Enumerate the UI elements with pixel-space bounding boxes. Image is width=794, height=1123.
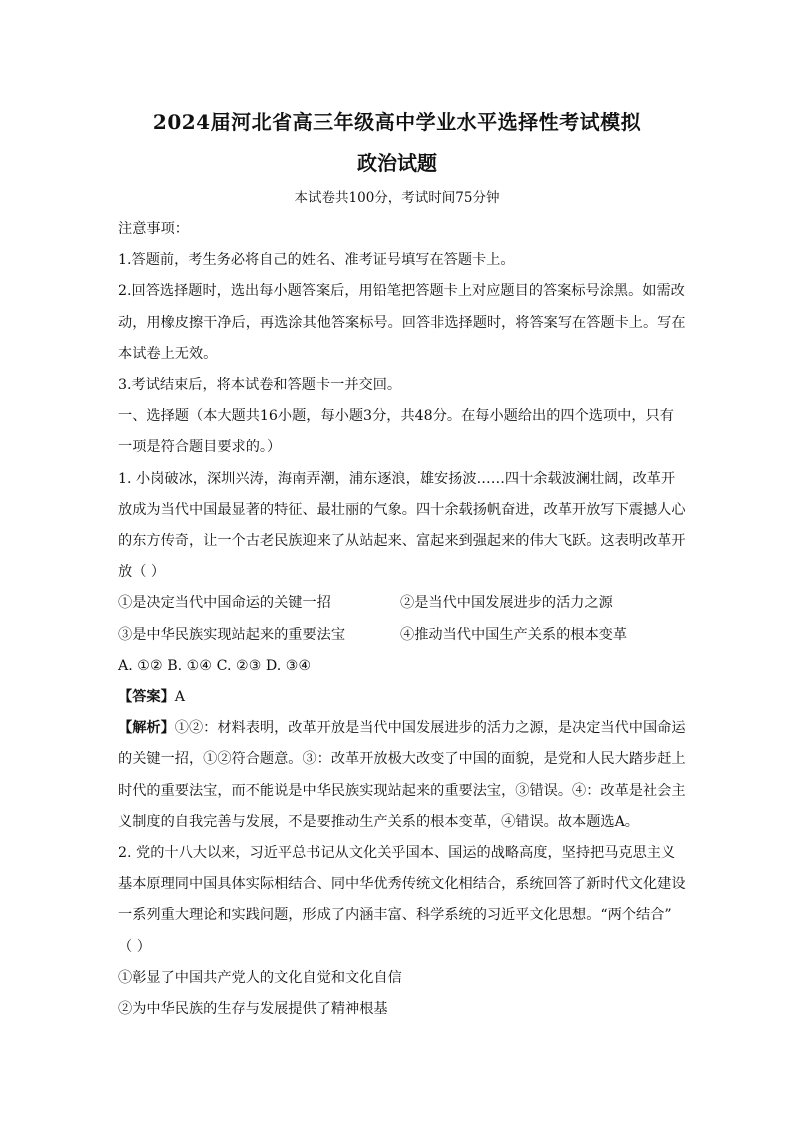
q1-choices: A. ①② B. ①④ C. ②③ D. ③④	[118, 657, 312, 674]
notes-heading: 注意事项：	[118, 221, 189, 237]
q1-analysis-line	[118, 713, 686, 744]
answer-label: 【答案】	[118, 689, 175, 706]
q1-options-row	[118, 588, 678, 619]
q1-stem-line: 1. 小岗破冰，深圳兴涛，海南弄潮，浦东逐浪，雄安扬波……四十余载波澜壮阔，改革开	[118, 470, 676, 487]
analysis-text: ①②：材料表明，改革开放是当代中国发展进步的活力之源，是决定当代中国命运	[174, 720, 686, 737]
note-item-2-line: 2.回答选择题时，选出每小题答案后，用铅笔把答题卡上对应题目的答案标号涂黑。如需改	[118, 283, 685, 300]
document-body	[118, 214, 686, 1025]
section-heading-line: 一、选择题（本大题共16小题，每小题3分，共48分。在每小题给出的四个选项中，只有	[118, 408, 674, 425]
q2-option-2: ②为中华民族的生存与发展提供了精神根基	[118, 1001, 388, 1018]
analysis-label: 【解析】	[118, 720, 175, 737]
note-item-1: 1.答题前，考生务必将自己的姓名、准考证号填写在答题卡上。	[118, 252, 515, 269]
note-item-2-line: 动，用橡皮擦干净后，再选涂其他答案标号。回答非选择题时，将答案写在答题卡上。写在	[118, 314, 686, 331]
q1-stem-line: 放（ ）	[118, 564, 166, 581]
q1-option-3: ③是中华民族实现站起来的重要法宝	[118, 626, 346, 643]
section-heading-line: 一项是符合题目要求的。）	[118, 439, 282, 456]
page-title: 2024届河北省高三年级高中学业水平选择性考试模拟	[152, 110, 642, 134]
q1-analysis-line: 时代的重要法宝，而不能说是中华民族实现站起来的重要法宝，③错误。④：改革是社会主	[118, 782, 686, 799]
answer-value: A	[174, 689, 186, 706]
q1-analysis-line: 义制度的自我完善与发展，不是要推动生产关系的根本变革，④错误。故本题选A。	[118, 813, 639, 830]
q1-options-row	[118, 620, 678, 651]
q2-stem-line: 一系列重大理论和实践问题，形成了内涵丰富、科学系统的习近平文化思想。“两个结合”	[118, 907, 672, 924]
q2-stem-line: 2. 党的十八大以来，习近平总书记从文化关乎国本、国运的战略高度，坚持把马克思主义	[118, 845, 676, 862]
q1-option-2: ②是当代中国发展进步的活力之源	[400, 595, 613, 612]
q2-stem-line: 基本原理同中国具体实际相结合、同中华优秀传统文化相结合，系统回答了新时代文化建设	[118, 876, 686, 893]
q2-stem-line: （ ）	[118, 938, 151, 955]
q2-option-1: ①彰显了中国共产党人的文化自觉和文化自信	[118, 969, 402, 986]
q1-option-1: ①是决定当代中国命运的关键一招	[118, 595, 331, 612]
q1-analysis-line: 的关键一招，①②符合题意。③：改革开放极大改变了中国的面貌，是党和人民大踏步赶上	[118, 751, 686, 768]
q1-option-4: ④推动当代中国生产关系的根本变革	[400, 626, 628, 643]
exam-info: 本试卷共100分，考试时间75分钟	[294, 190, 500, 206]
q1-stem-line: 放成为当代中国最显著的特征、最壮丽的气象。四十余载扬帆奋进，改革开放写下震撼人心	[118, 501, 686, 518]
subject-title: 政治试题	[357, 151, 437, 175]
note-item-3: 3.考试结束后，将本试卷和答题卡一并交回。	[118, 377, 402, 394]
note-item-2-line: 本试卷上无效。	[118, 345, 218, 362]
q1-answer	[118, 682, 678, 713]
q1-stem-line: 的东方传奇，让一个古老民族迎来了从站起来、富起来到强起来的伟大飞跃。这表明改革开	[118, 533, 686, 550]
